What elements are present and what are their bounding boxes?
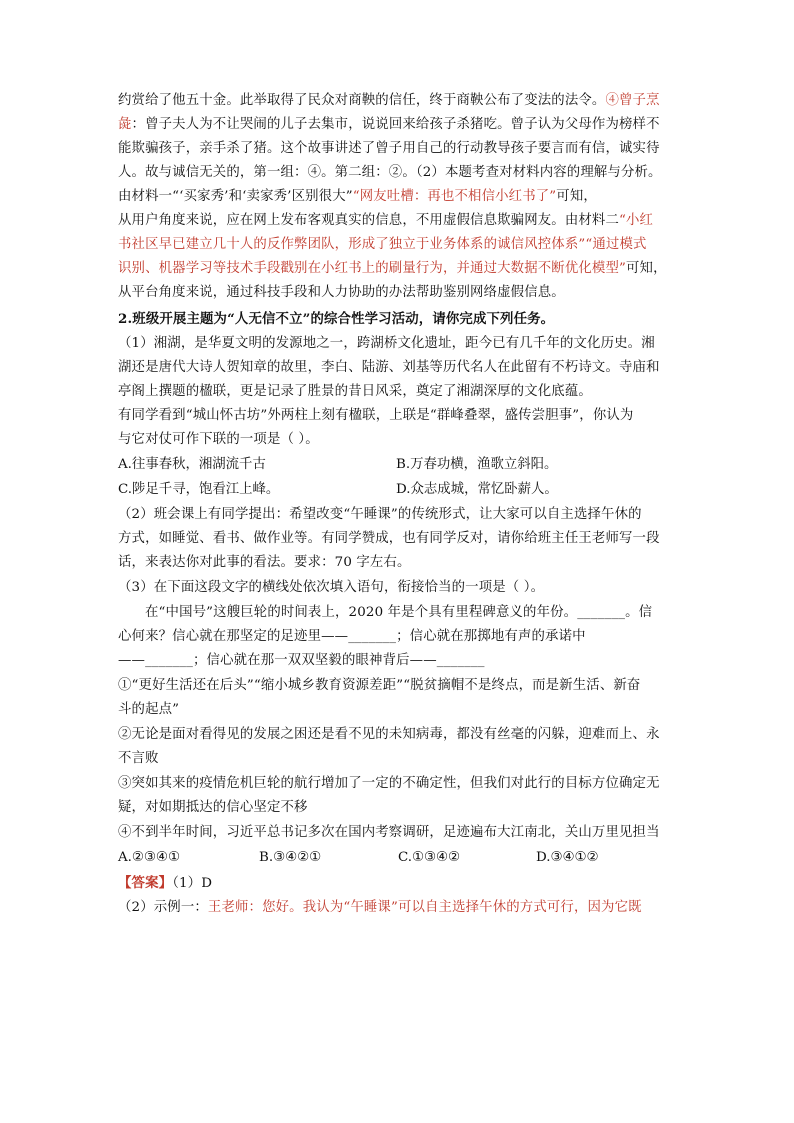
highlight-text: “通过模式 <box>585 237 647 252</box>
question-line: 与它对仗可作下联的一项是（ ）。 <box>118 432 319 447</box>
highlight-text: 王老师：您好。我认为“午睡课”可以自主选择午休的方式可行，因为它既 <box>207 900 642 915</box>
highlight-text: ④曾子烹 <box>605 93 660 108</box>
explanation-line: 从平台角度来说，通过科技手段和人力协助的办法帮助鉴别网络虚假信息。 <box>118 285 565 300</box>
option-b: B.万春功横，渔歌立斜阳。 <box>396 457 558 472</box>
question-line: 亭阁上撰题的楹联，更是记录了胜景的昔日风采，奠定了湘湖深厚的文化底蕴。 <box>118 384 592 399</box>
highlight-text: 识别、机器学习等技术手段戳别在小红书上的刷量行为，并通过大数据不断优化模型” <box>118 261 626 276</box>
sentence-2-cont: 不言败 <box>118 751 159 766</box>
passage-line: ——_______；信心就在那一双双坚毅的眼神背后——_______ <box>118 653 485 668</box>
answer-line <box>118 899 642 917</box>
option-a: A.②③④① <box>118 850 180 865</box>
question-heading: 2.班级开展主题为“人无信不立”的综合性学习活动，请你完成下列任务。 <box>118 311 555 327</box>
passage-line: 在“中国号”这艘巨轮的时间表上，2020 年是个具有里程碑意义的年份。_______。信 <box>145 605 653 620</box>
option-a: A.往事春秋，湘湖流千古 <box>118 457 266 472</box>
explanation-text: 可知， <box>556 189 597 204</box>
explanation-line <box>118 116 660 134</box>
sentence-3: ③突如其来的疫情危机巨轮的航行增加了一定的不确定性，但我们对此行的目标方位确定无 <box>118 776 660 791</box>
option-b: B.③④②① <box>259 850 322 865</box>
explanation-text: 约赏给了他五十金。此举取得了民众对商鞅的信任，终于商鞅公布了变法的法令。 <box>118 93 606 108</box>
option-d: D.众志成城，常忆卧薪人。 <box>396 482 558 497</box>
question-line: 湖还是唐代大诗人贺知章的故里，李白、陆游、刘基等历代名人在此留有不朽诗文。寺庙和 <box>118 360 660 375</box>
highlight-text: 彘 <box>118 117 132 132</box>
explanation-line <box>118 212 653 230</box>
option-c: C.陟足千寻，饱看江上峰。 <box>118 482 280 497</box>
sentence-1-cont: 斗的起点” <box>118 702 180 717</box>
explanation-text: 由材料一“‘买家秀’和‘卖家秀’区别很大” <box>118 189 353 204</box>
explanation-line <box>118 260 667 278</box>
passage-line: 心何来？信心就在那坚定的足迹里——_______；信心就在那掷地有声的承诺中 <box>118 629 586 644</box>
answer-text: （2）示例一： <box>118 900 208 915</box>
explanation-text: 可知， <box>626 261 667 276</box>
explanation-line <box>118 92 660 110</box>
explanation-text: 从用户角度来说，应在网上发布客观真实的信息，不用虚假信息欺骗网友。由材料二 <box>118 213 620 228</box>
explanation-line <box>118 236 647 254</box>
answer-line <box>118 874 212 893</box>
question-line: 有同学看到“城山怀古坊”外两柱上刻有楹联，上联是“群峰叠翠，盛传尝胆事”，你认为 <box>118 408 634 423</box>
question-line: 方式，如睡觉、看书、做作业等。有同学赞成，也有同学反对，请你给班主任王老师写一段 <box>118 531 660 546</box>
question-line: 话，来表达你对此事的看法。要求：70 字左右。 <box>118 555 411 570</box>
explanation-text: ：曾子夫人为不让哭闹的儿子去集市，说说回来给孩子杀猪吃。曾子认为父母作为榜样不 <box>131 117 660 132</box>
explanation-line: 人。故与诚信无关的，第一组：④。第二组：②。（2）本题考查对材料内容的理解与分析。 <box>118 165 662 180</box>
sentence-2: ②无论是面对看得见的发展之困还是看不见的未知病毒，都没有丝毫的闪躲，迎难而上、永 <box>118 727 660 742</box>
highlight-text: 书社区早已建立几十人的反作弊团队，形成了独立于业务体系的诚信风控体系” <box>118 237 586 252</box>
option-c: C.①③④② <box>398 850 461 865</box>
highlight-text: “网友吐槽：再也不相信小红书了” <box>352 189 557 204</box>
question-line: （1）湘湖，是华夏文明的发源地之一，跨湖桥文化遗址，距今已有几千年的文化历史。湘 <box>118 336 655 351</box>
highlight-text: “小红 <box>619 213 654 228</box>
sentence-4: ④不到半年时间，习近平总书记多次在国内考察调研，足迹遍布大江南北，关山万里见担当 <box>118 825 660 840</box>
question-line: （3）在下面这段文字的横线处依次填入语句，衔接恰当的一项是（ ）。 <box>118 580 545 595</box>
option-d: D.③④①② <box>536 850 599 865</box>
explanation-line: 能欺骗孩子，亲手杀了猪。这个故事讲述了曾子用自己的行动教导孩子要言而有信，诚实待 <box>118 141 660 156</box>
explanation-line <box>118 188 597 206</box>
question-line: （2）班会课上有同学提出：希望改变“午睡课”的传统形式，让大家可以自主选择午休的 <box>118 507 642 522</box>
answer-text: （1）D <box>172 876 213 891</box>
sentence-1: ①“更好生活还在后头”“缩小城乡教育资源差距”“脱贫摘帽不是终点，而是新生活、新奋 <box>118 678 641 693</box>
sentence-3-cont: 疑，对如期抵达的信心坚定不移 <box>118 800 308 815</box>
answer-label: 【答案】 <box>118 875 173 891</box>
